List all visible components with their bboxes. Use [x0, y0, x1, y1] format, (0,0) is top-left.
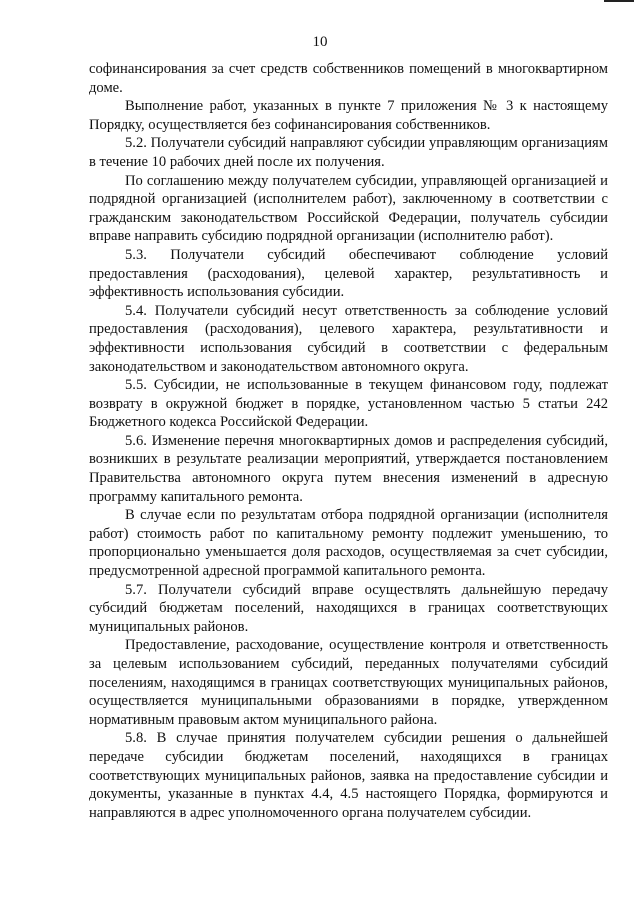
paragraph-5-2: 5.2. Получатели субсидий направляют субсидии управляющим организациям в течение 10 рабочих дней после их получения.	[89, 135, 608, 170]
paragraph-5-5: 5.5. Субсидии, не использованные в текущем финансовом году, подлежат возврату в окружной бюджет в порядке, установленном частью 5 статьи 242 Бюджетного кодекса Российской Федерации.	[89, 377, 608, 431]
paragraph-5-6: 5.6. Изменение перечня многоквартирных домов и распределения субсидий, возникших в результате реализации мероприятий, утверждается постановлением Правительства автономного округа путем внесения изменений в адресную программу капитального ремонта.	[89, 432, 608, 505]
paragraph-5-7: 5.7. Получатели субсидий вправе осуществлять дальнейшую передачу субсидий бюджетам поселений, находящихся в границах соответствующих муниципальных районов.	[89, 581, 608, 635]
paragraph-agreement: По соглашению между получателем субсидии, управляющей организацией и подрядной организацией (исполнителем работ), заключенному в соответствии с гражданским законодательством Российской Федерации, получатель субсидии вправе направить субсидию подрядной организации (исполнителю работ).	[89, 172, 608, 245]
paragraph-5-8: 5.8. В случае принятия получателем субсидии решения о дальнейшей передаче субсидии бюджетам поселений, находящихся в границах соответствующих муниципальных районов, заявка на предоставление субсидии и документы, указанные в пунктах 4.4, 4.5 настоящего Порядка, формируются и направляются в адрес уполномоченного органа получателем субсидии.	[89, 730, 608, 821]
paragraph-control-responsibility: Предоставление, расходование, осуществление контроля и ответственность за целевым использованием субсидий, переданных получателями субсидий поселениям, находящимся в границах соответствующих муниципальных районов, осуществляется муниципальными образованиями в порядке, утвержденном нормативным правовым актом муниципального района.	[89, 637, 608, 728]
paragraph-cost-reduction: В случае если по результатам отбора подрядной организации (исполнителя работ) стоимость работ по капитальному ремонту подлежит уменьшению, то пропорционально уменьшается доля расходов, осуществляемая за счет субсидии, предусмотренной адресной программой капитального ремонта.	[89, 507, 608, 580]
corner-mark	[604, 0, 634, 2]
paragraph-5-3: 5.3. Получатели субсидий обеспечивают соблюдение условий предоставления (расходования), целевой характер, результативность и эффективность использования субсидии.	[89, 246, 608, 301]
page-number: 10	[312, 34, 328, 50]
paragraph-work-without-cofinancing: Выполнение работ, указанных в пункте 7 приложения № 3 к настоящему Порядку, осуществляется без софинансирования собственников.	[89, 98, 608, 133]
paragraph-continuation: софинансирования за счет средств собственников помещений в многоквартирном доме.	[89, 61, 608, 96]
paragraph-5-4: 5.4. Получатели субсидий несут ответственность за соблюдение условий предоставления (расходования), целевого характера, результативности и эффективности использования субсидий в соответствии с федеральным законодательством и законодательством автономного округа.	[89, 302, 608, 375]
document-body	[89, 60, 608, 822]
